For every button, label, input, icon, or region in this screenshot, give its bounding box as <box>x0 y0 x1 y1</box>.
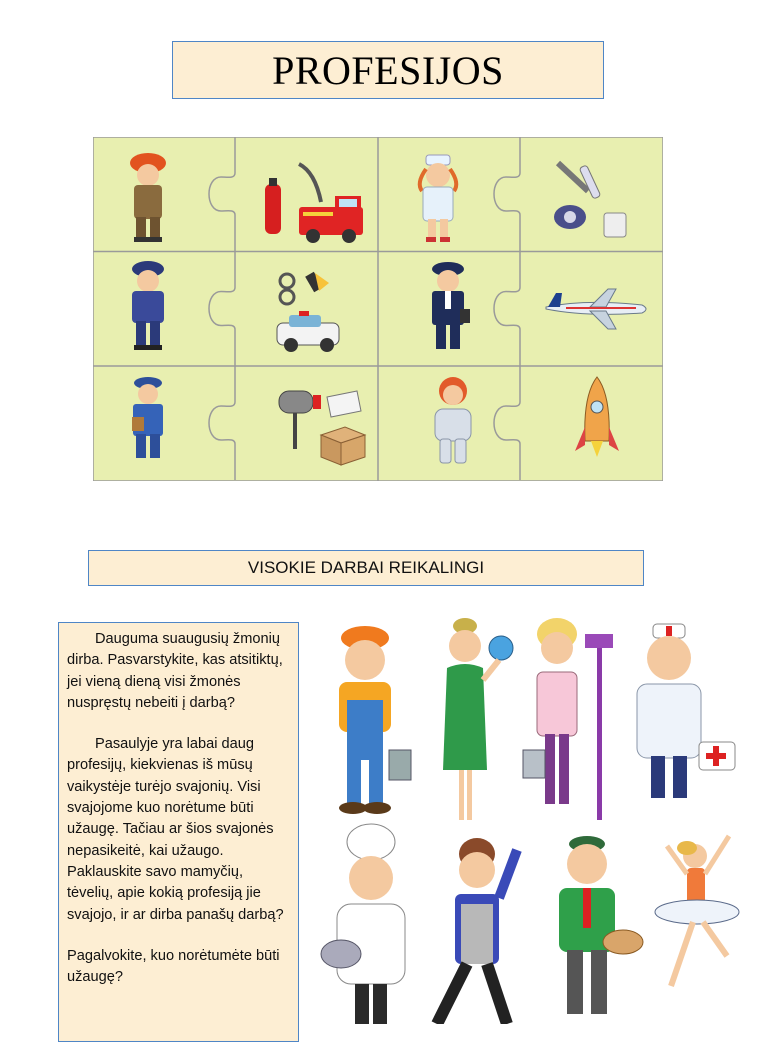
title-box <box>172 41 604 99</box>
ballerina-icon <box>655 836 739 986</box>
paragraph-1: Dauguma suaugusių žmonių dirba. Pasvarstykite, kas atsitiktų, jei vieną dieną visi žmonės nuspręstų nebeiti į darbą? <box>67 631 283 711</box>
hairdresser-icon <box>437 838 517 1024</box>
puzzle-grid <box>93 137 663 481</box>
subtitle-box <box>88 550 644 586</box>
cleaner-icon <box>523 618 613 820</box>
paragraph-2: Pasaulyje yra labai daug profesijų, kiekvienas iš mūsų vaikystėje turėjo svajonių. Visi svajojome kuo norėtume būti užaugę. Tačiau ar šios svajonės nepasikeitė, kai užaugo. Paklauskite savo mamyčių, tėvelių, apie kokią profesiją jie svajojo, ir ar dirba panašų darbą? <box>67 736 284 923</box>
text-box <box>58 622 299 1042</box>
subtitle: VISOKIE DARBAI REIKALINGI <box>247 558 485 577</box>
builder-icon <box>339 626 411 814</box>
doctor-icon <box>637 624 735 798</box>
chef-icon <box>321 824 405 1024</box>
paragraph-3: Pagalvokite, kuo norėtumėte būti užaugę? <box>67 947 280 986</box>
page-title: PROFESIJOS <box>272 47 504 93</box>
painter-icon <box>559 836 643 1014</box>
teacher-icon <box>443 618 513 820</box>
professions-illustration <box>305 610 765 1024</box>
